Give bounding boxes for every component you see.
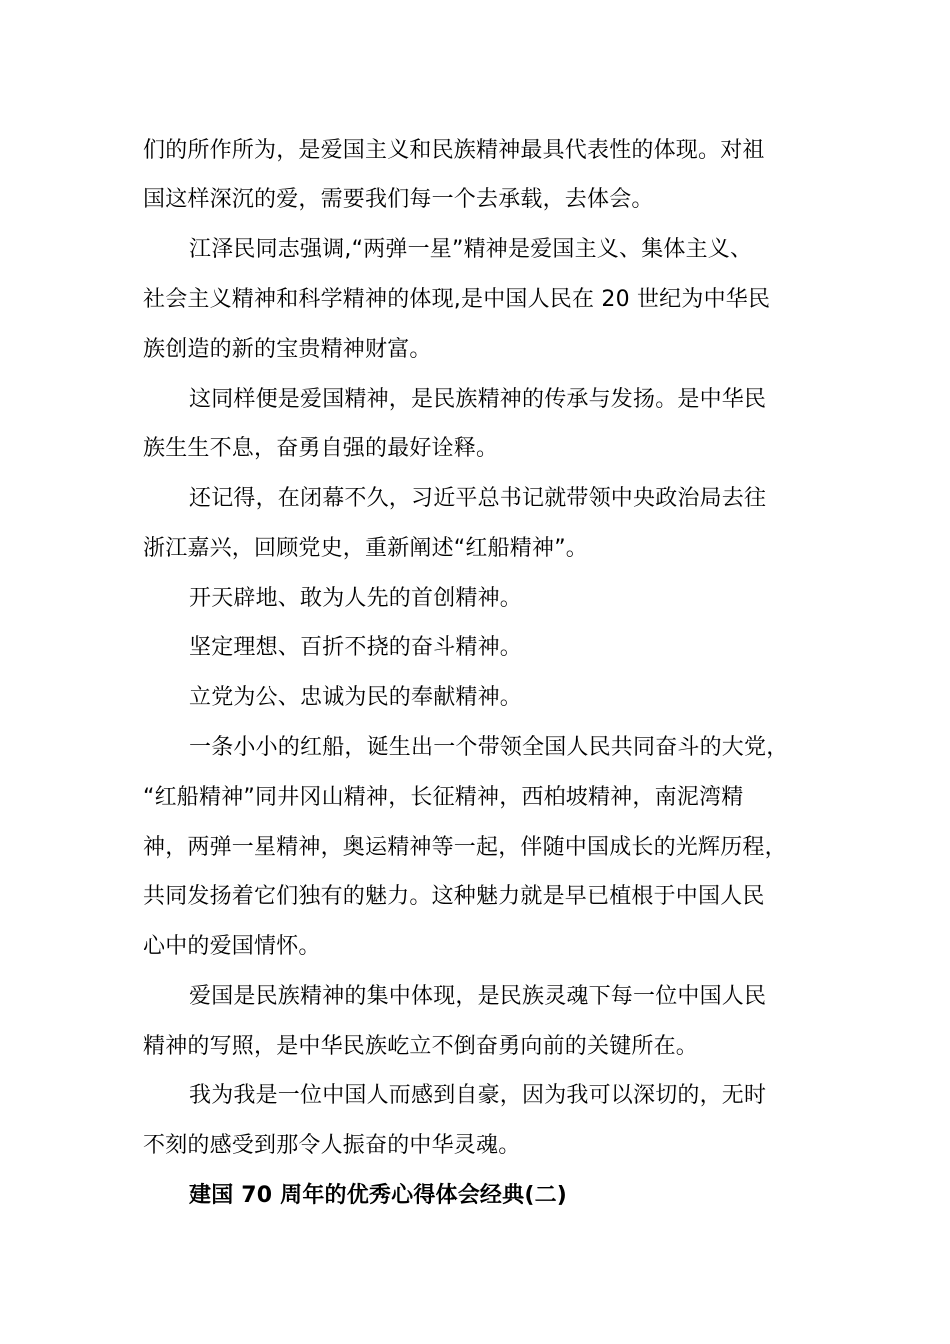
paragraph-line: 共同发扬着它们独有的魅力。这种魅力就是早已植根于中国人民 xyxy=(143,884,765,909)
paragraph-line: 神，两弹一星精神，奥运精神等一起，伴随中国成长的光辉历程， xyxy=(143,835,787,860)
paragraph-line: 一条小小的红船，诞生出一个带领全国人民共同奋斗的大党， xyxy=(189,735,789,760)
paragraph-line: 们的所作所为，是爱国主义和民族精神最具代表性的体现。对祖 xyxy=(143,138,765,163)
paragraph-line: 心中的爱国情怀。 xyxy=(143,934,321,959)
paragraph-line: 浙江嘉兴，回顾党史，重新阐述“红船精神”。 xyxy=(143,536,588,561)
paragraph-line: 爱国是民族精神的集中体现，是民族灵魂下每一位中国人民 xyxy=(189,984,767,1009)
paragraph-line: 社会主义精神和科学精神的体现,是中国人民在 20 世纪为中华民 xyxy=(143,287,771,312)
paragraph-line: 族创造的新的宝贵精神财富。 xyxy=(143,337,432,362)
paragraph-line: “红船精神”同井冈山精神，长征精神，西柏坡精神，南泥湾精 xyxy=(143,785,744,810)
paragraph-line: 不刻的感受到那令人振奋的中华灵魂。 xyxy=(143,1133,521,1158)
paragraph-line: 国这样深沉的爱，需要我们每一个去承载，去体会。 xyxy=(143,187,654,212)
section-heading: 建国 70 周年的优秀心得体会经典(二) xyxy=(189,1183,568,1208)
paragraph-line: 这同样便是爱国精神，是民族精神的传承与发扬。是中华民 xyxy=(189,387,767,412)
paragraph-line: 坚定理想、百折不挠的奋斗精神。 xyxy=(189,635,523,660)
paragraph-line: 还记得，在闭幕不久，习近平总书记就带领中央政治局去往 xyxy=(189,486,767,511)
paragraph-line: 立党为公、忠诚为民的奉献精神。 xyxy=(189,685,523,710)
paragraph-line: 开天辟地、敢为人先的首创精神。 xyxy=(189,586,523,611)
paragraph-line: 族生生不息，奋勇自强的最好诠释。 xyxy=(143,436,499,461)
paragraph-line: 江泽民同志强调,“两弹一星”精神是爱国主义、集体主义、 xyxy=(189,237,753,262)
paragraph-line: 精神的写照，是中华民族屹立不倒奋勇向前的关键所在。 xyxy=(143,1034,699,1059)
paragraph-line: 我为我是一位中国人而感到自豪，因为我可以深切的，无时 xyxy=(189,1083,767,1108)
